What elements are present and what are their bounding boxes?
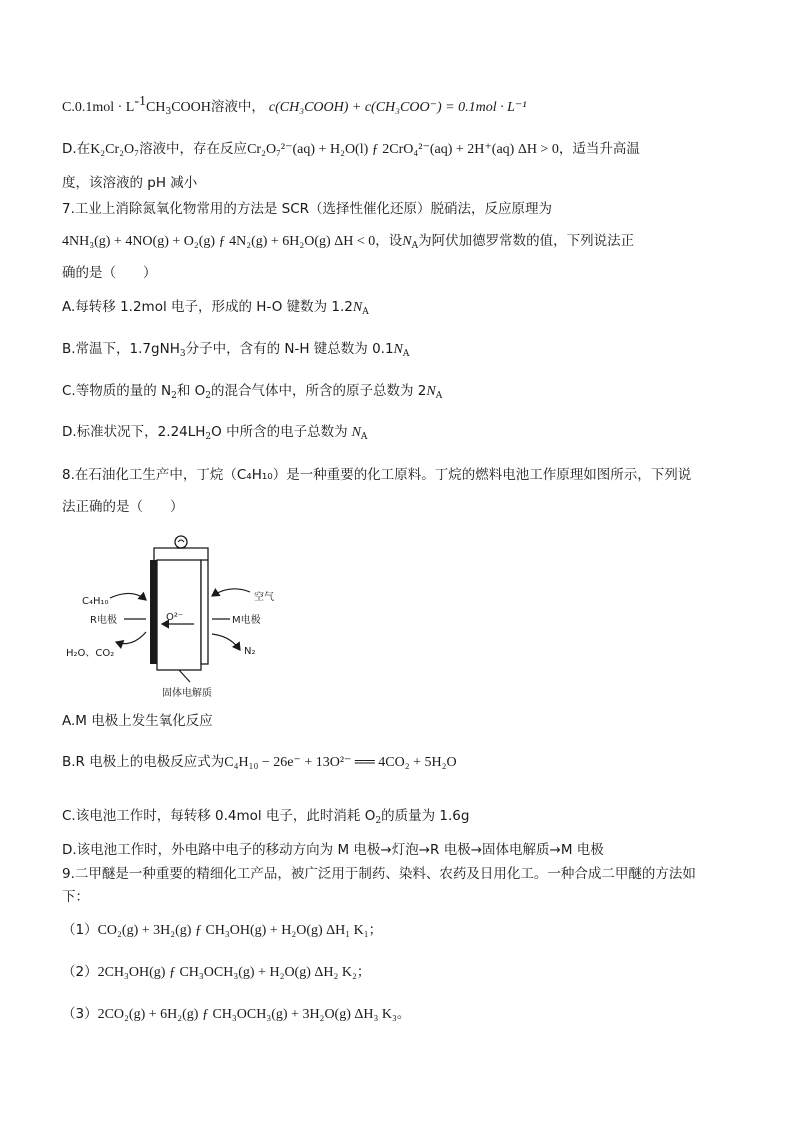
fuel-cell-diagram [62, 530, 302, 705]
reaction-equation: 2CO₂(g) + 6H₂(g) ƒ CH₃OCH₃(g) + 3H₂O(g) ΔH₃ K₃ [97, 1007, 397, 1022]
q6-option-d-cont: 度，该溶液的 pH 减小 [62, 175, 198, 191]
q8-option-a: A.M 电极上发生氧化反应 [62, 713, 213, 729]
n2-label: N₂ [244, 646, 256, 657]
exponent: -1 [134, 94, 147, 109]
text-fragment: ，适当升高温 [558, 141, 640, 157]
q6-option-c [62, 92, 526, 122]
option-text: 的质量为 1.6g [381, 808, 470, 824]
reaction-equation: 4NH₃(g) + 4NO(g) + O₂(g) ƒ 4N₂(g) + 6H₂O(g) ΔH < 0 [62, 234, 376, 249]
subscript: A [435, 391, 443, 401]
subscript: 2 [375, 816, 382, 826]
electrolyte-label: 固体电解质 [162, 688, 212, 699]
q8-option-d: D.该电池工作时，外电路中电子的移动方向为 M 电极→灯泡→R 电极→固体电解质→M 电极 [62, 842, 604, 858]
subscript: A [362, 307, 369, 317]
text-fragment: 溶液中， [210, 99, 265, 115]
mass-balance-equation: c(CH₃COOH) + c(CH₃COO⁻) = 0.1mol · L⁻¹ [268, 100, 527, 115]
option-text: 的混合气体中，所含的原子总数为 2 [211, 383, 427, 399]
butane-label: C₄H₁₀ [82, 596, 109, 607]
punctuation: 。 [396, 1006, 411, 1022]
option-text: 分子中，含有的 N-H 键总数为 0.1 [185, 341, 394, 357]
r-electrode-label: R电极 [90, 615, 117, 626]
avogadro-symbol: N [351, 425, 361, 440]
reaction-equation: Cr₂O₇²⁻(aq) + H₂O(l) ƒ 2CrO₄²⁻(aq) + 2H⁺(aq) ΔH > 0 [247, 142, 559, 157]
formula-part: COOH [171, 100, 211, 115]
q9-stem: 9.二甲醚是一种重要的精细化工产品，被广泛用于制药、染料、农药及日用化工。一种合成二甲醚的方法如 [62, 866, 696, 882]
concentration-unit: 0.1mol · L [74, 100, 135, 115]
q8-option-c [62, 806, 469, 831]
q7-option-b [62, 339, 409, 364]
subscript: 2 [171, 391, 177, 401]
n2-out-arrow [212, 634, 240, 650]
m-electrode-label: M电极 [232, 615, 261, 626]
reaction-number: （3） [62, 1006, 98, 1022]
option-label: D.在 [62, 141, 91, 157]
butane-in-arrow [110, 593, 146, 600]
air-in-arrow [212, 589, 250, 596]
option-text: B.R 电极上的电极反应式为 [62, 754, 225, 770]
option-text: 和 O [176, 383, 206, 399]
subscript: 3 [165, 107, 172, 117]
text-fragment: 溶液中，存在反应 [139, 141, 248, 157]
subscript: A [402, 349, 410, 359]
subscript: 3 [179, 349, 186, 359]
text-fragment: 为阿伏加德罗常数的值，下列说法正 [418, 233, 635, 249]
lightbulb-icon [175, 536, 187, 548]
avogadro-symbol: N [402, 234, 412, 249]
external-wire [154, 548, 208, 560]
option-text: A.每转移 1.2mol 电子，形成的 H-O 键数为 1.2 [62, 299, 353, 315]
option-text: C.等物质的量的 N [62, 383, 172, 399]
q9-reaction-3 [62, 1004, 410, 1025]
q8-stem-cont: 法正确的是（ ） [62, 499, 184, 515]
reaction-equation: CO₂(g) + 3H₂(g) ƒ CH₃OH(g) + H₂O(g) ΔH₁ K₁ [97, 923, 369, 938]
q7-stem: 7.工业上消除氮氧化物常用的方法是 SCR（选择性催化还原）脱硝法，反应原理为 [62, 201, 553, 217]
reaction-number: （2） [62, 964, 98, 980]
air-label: 空气 [254, 592, 274, 603]
formula: K₂Cr₂O₇ [90, 142, 140, 157]
electrode-equation: C₄H₁₀ − 26e⁻ + 13O²⁻ ══ 4CO₂ + 5H₂O [224, 755, 457, 770]
punctuation: ； [356, 964, 371, 980]
subscript: A [360, 432, 368, 442]
m-electrode [201, 560, 208, 664]
option-text: C.该电池工作时，每转移 0.4mol 电子，此时消耗 O [62, 808, 376, 824]
option-text: D.标准状况下，2.24LH [62, 424, 206, 440]
products-out-arrow [116, 632, 146, 644]
avogadro-symbol: N [352, 300, 363, 315]
option-text: O 中所含的电子总数为 [211, 424, 348, 440]
subscript: 2 [205, 432, 212, 442]
q8-option-b [62, 752, 457, 773]
avogadro-symbol: N [426, 384, 436, 399]
q7-option-a [62, 297, 369, 322]
punctuation: ； [368, 922, 383, 938]
q6-option-d [62, 139, 640, 160]
subscript: A [411, 241, 419, 251]
reaction-equation: 2CH₃OH(g) ƒ CH₃OCH₃(g) + H₂O(g) ΔH₂ K₂ [97, 965, 357, 980]
subscript: 2 [205, 391, 211, 401]
electrolyte-pointer [179, 670, 190, 682]
q7-stem-cont: 确的是（ ） [62, 265, 157, 281]
r-electrode [150, 560, 157, 664]
avogadro-symbol: N [393, 342, 403, 357]
products-label: H₂O、CO₂ [66, 648, 115, 659]
option-text: B.常温下，1.7gNH [62, 341, 180, 357]
q7-option-d [62, 422, 367, 447]
q9-reaction-1 [62, 920, 382, 941]
q7-reaction-line [62, 231, 634, 256]
text-fragment: ，设 [375, 233, 403, 249]
q7-option-c [62, 381, 442, 406]
option-label: C. [62, 100, 75, 115]
reaction-number: （1） [62, 922, 98, 938]
formula-part: CH [146, 100, 166, 115]
q9-reaction-2 [62, 962, 370, 983]
ion-label: O²⁻ [166, 612, 184, 623]
q9-stem-cont: 下： [62, 889, 89, 905]
q8-stem: 8.在石油化工生产中，丁烷（C₄H₁₀）是一种重要的化工原料。丁烷的燃料电池工作原理如图所示，下列说 [62, 467, 692, 483]
